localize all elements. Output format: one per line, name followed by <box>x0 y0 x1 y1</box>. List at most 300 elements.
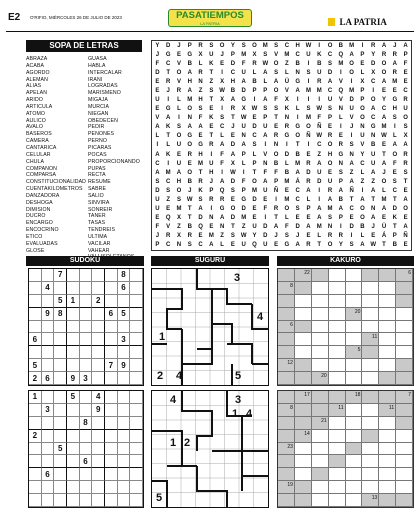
kakuro-cell[interactable] <box>379 346 396 359</box>
sudoku-cell[interactable] <box>118 455 131 468</box>
soup-letter[interactable]: M <box>338 60 344 67</box>
kakuro-cell[interactable] <box>346 282 363 295</box>
kakuro-cell[interactable] <box>312 455 329 468</box>
soup-letter[interactable]: W <box>316 106 323 113</box>
soup-letter[interactable]: J <box>274 233 278 240</box>
soup-letter[interactable]: L <box>295 106 300 113</box>
soup-letter[interactable]: U <box>327 97 333 104</box>
sudoku-cell[interactable] <box>42 391 55 404</box>
sudoku-cell[interactable] <box>67 455 80 468</box>
kakuro-cell[interactable] <box>396 346 413 359</box>
kakuro-cell[interactable] <box>346 321 363 334</box>
soup-letter[interactable]: I <box>167 97 170 104</box>
sudoku-cell[interactable]: 1 <box>29 391 42 404</box>
soup-letter[interactable]: P <box>338 178 343 185</box>
soup-letter[interactable]: L <box>166 142 171 149</box>
kakuro-cell[interactable] <box>329 346 346 359</box>
sudoku-cell[interactable] <box>54 481 67 494</box>
soup-letter[interactable]: C <box>403 87 408 94</box>
soup-letter[interactable]: O <box>327 142 333 149</box>
soup-letter[interactable]: X <box>220 78 225 85</box>
soup-letter[interactable]: A <box>371 169 376 176</box>
soup-letter[interactable]: A <box>403 197 408 204</box>
sudoku-cell[interactable] <box>80 359 93 372</box>
sudoku-cell[interactable] <box>118 468 131 481</box>
soup-letter[interactable]: E <box>306 215 311 222</box>
kakuro-clue-cell[interactable] <box>295 391 312 404</box>
soup-letter[interactable]: J <box>166 87 170 94</box>
sudoku-cell[interactable] <box>80 404 93 417</box>
soup-letter[interactable]: T <box>187 215 192 222</box>
soup-letter[interactable]: O <box>176 133 182 140</box>
soup-letter[interactable]: A <box>230 151 236 158</box>
soup-letter[interactable]: B <box>284 169 290 176</box>
kakuro-clue-cell[interactable] <box>295 417 312 430</box>
soup-letter[interactable]: C <box>327 87 333 94</box>
sudoku-cell[interactable] <box>42 333 55 346</box>
soup-letter[interactable]: E <box>230 197 235 204</box>
soup-letter[interactable]: W <box>251 106 258 113</box>
soup-letter[interactable]: A <box>306 224 311 231</box>
soup-letter[interactable]: R <box>166 78 171 85</box>
sudoku-cell[interactable] <box>130 455 143 468</box>
soup-letter[interactable]: D <box>317 178 322 185</box>
soup-letter[interactable]: E <box>209 124 214 131</box>
sudoku-cell[interactable] <box>67 443 80 456</box>
soup-letter[interactable]: J <box>231 124 235 131</box>
soup-letter[interactable]: M <box>284 197 290 204</box>
soup-letter[interactable]: W <box>240 115 247 122</box>
sudoku-cell[interactable] <box>54 321 67 334</box>
soup-letter[interactable]: J <box>220 51 224 58</box>
soup-letter[interactable]: U <box>241 124 246 131</box>
sudoku-cell[interactable] <box>67 359 80 372</box>
kakuro-clue-cell[interactable] <box>396 404 413 417</box>
kakuro-cell[interactable] <box>295 455 312 468</box>
soup-letter[interactable]: R <box>392 51 397 58</box>
sudoku-cell[interactable]: 3 <box>42 404 55 417</box>
soup-letter[interactable]: I <box>286 142 288 149</box>
kakuro-cell[interactable] <box>312 346 329 359</box>
sudoku-cell[interactable] <box>54 468 67 481</box>
soup-letter[interactable]: N <box>338 106 344 113</box>
sudoku-cell[interactable] <box>80 333 93 346</box>
soup-letter[interactable]: A <box>338 187 344 194</box>
soup-letter[interactable]: O <box>360 115 365 122</box>
soup-letter[interactable]: X <box>176 215 181 222</box>
soup-letter[interactable]: L <box>263 78 268 85</box>
suguru-grid-1[interactable] <box>151 268 269 386</box>
soup-letter[interactable]: O <box>349 69 354 76</box>
sudoku-cell[interactable] <box>105 346 118 359</box>
soup-letter[interactable]: O <box>295 133 301 140</box>
kakuro-cell[interactable] <box>346 468 363 481</box>
soup-letter[interactable]: C <box>166 178 171 185</box>
soup-letter[interactable]: A <box>392 60 397 67</box>
soup-letter[interactable]: B <box>273 160 279 167</box>
kakuro-clue-cell[interactable] <box>312 468 329 481</box>
soup-letter[interactable]: A <box>306 187 311 194</box>
kakuro-clue-cell[interactable] <box>362 333 379 346</box>
kakuro-clue-cell[interactable] <box>329 455 346 468</box>
kakuro-cell[interactable] <box>312 333 329 346</box>
soup-letter[interactable]: A <box>263 178 268 185</box>
soup-letter[interactable]: A <box>403 42 408 49</box>
soup-letter[interactable]: N <box>187 115 192 122</box>
kakuro-clue-cell[interactable] <box>278 359 295 372</box>
soup-letter[interactable]: S <box>198 197 203 204</box>
kakuro-cell[interactable] <box>346 404 363 417</box>
kakuro-cell[interactable] <box>329 308 346 321</box>
kakuro-cell[interactable] <box>329 481 346 494</box>
sudoku-cell[interactable] <box>54 494 67 507</box>
sudoku-cell[interactable] <box>42 430 55 443</box>
sudoku-cell[interactable] <box>80 391 93 404</box>
kakuro-clue-cell[interactable] <box>295 321 312 334</box>
soup-letter[interactable]: Y <box>371 51 376 58</box>
soup-letter[interactable]: B <box>252 78 257 85</box>
soup-letter[interactable]: R <box>187 233 192 240</box>
soup-letter[interactable]: P <box>338 215 343 222</box>
sudoku-cell[interactable] <box>29 455 42 468</box>
kakuro-cell[interactable] <box>346 359 363 372</box>
soup-letter[interactable]: R <box>338 142 344 149</box>
soup-letter[interactable]: V <box>338 78 343 85</box>
soup-letter[interactable]: S <box>252 142 257 149</box>
soup-letter[interactable]: B <box>187 178 192 185</box>
soup-letter[interactable]: G <box>295 124 301 131</box>
soup-letter[interactable]: N <box>241 133 246 140</box>
sudoku-cell[interactable] <box>42 346 55 359</box>
soup-letter[interactable]: N <box>176 242 182 249</box>
soup-letter[interactable]: O <box>360 106 365 113</box>
sudoku-cell[interactable] <box>67 404 80 417</box>
soup-letter[interactable]: D <box>230 60 236 67</box>
soup-letter[interactable]: D <box>230 178 236 185</box>
soup-letter[interactable]: P <box>274 178 279 185</box>
soup-letter[interactable]: M <box>305 87 311 94</box>
kakuro-cell[interactable] <box>312 494 329 507</box>
soup-letter[interactable]: M <box>208 233 214 240</box>
kakuro-clue-cell[interactable] <box>278 481 295 494</box>
sudoku-cell[interactable] <box>29 494 42 507</box>
soup-letter[interactable]: H <box>187 78 192 85</box>
soup-letter[interactable]: A <box>338 206 344 213</box>
soup-letter[interactable]: C <box>295 187 300 194</box>
kakuro-cell[interactable] <box>379 430 396 443</box>
sudoku-cell[interactable] <box>105 282 118 295</box>
soup-letter[interactable]: O <box>403 115 408 122</box>
sudoku-cell[interactable] <box>29 346 42 359</box>
soup-letter[interactable]: P <box>187 42 192 49</box>
soup-letter[interactable]: F <box>155 60 160 67</box>
sudoku-cell[interactable] <box>29 404 42 417</box>
sudoku-cell[interactable]: 9 <box>67 372 80 385</box>
kakuro-clue-cell[interactable] <box>329 404 346 417</box>
sudoku-cell[interactable] <box>67 333 80 346</box>
soup-letter[interactable]: A <box>263 97 268 104</box>
soup-letter[interactable]: A <box>155 151 160 158</box>
sudoku-cell[interactable]: 9 <box>42 308 55 321</box>
kakuro-cell[interactable] <box>362 417 379 430</box>
kakuro-clue-cell[interactable] <box>396 372 413 385</box>
soup-letter[interactable]: I <box>307 97 310 104</box>
kakuro-clue-cell[interactable] <box>295 494 312 507</box>
soup-letter[interactable]: I <box>318 42 321 49</box>
kakuro-cell[interactable] <box>329 430 346 443</box>
soup-letter[interactable]: S <box>176 197 181 204</box>
soup-letter[interactable]: T <box>317 242 322 249</box>
sudoku-cell[interactable]: 4 <box>92 391 105 404</box>
soup-letter[interactable]: P <box>263 115 268 122</box>
kakuro-cell[interactable] <box>379 443 396 456</box>
soup-letter[interactable]: E <box>284 187 289 194</box>
sudoku-cell[interactable] <box>42 295 55 308</box>
kakuro-clue-cell[interactable] <box>295 359 312 372</box>
soup-letter[interactable]: A <box>360 242 365 249</box>
soup-letter[interactable]: E <box>403 78 408 85</box>
soup-letter[interactable]: U <box>176 160 182 167</box>
soup-letter[interactable]: O <box>187 106 193 113</box>
soup-letter[interactable]: S <box>209 42 214 49</box>
soup-letter[interactable]: A <box>360 197 365 204</box>
soup-letter[interactable]: M <box>241 215 247 222</box>
soup-letter[interactable]: O <box>252 42 257 49</box>
sudoku-cell[interactable] <box>105 455 118 468</box>
soup-letter[interactable]: L <box>252 69 257 76</box>
soup-letter[interactable]: U <box>306 51 311 58</box>
soup-letter[interactable]: E <box>166 206 171 213</box>
soup-letter[interactable]: W <box>219 87 225 94</box>
soup-letter[interactable]: D <box>166 42 171 49</box>
soup-letter[interactable]: A <box>198 206 203 213</box>
sudoku-cell[interactable] <box>29 468 42 481</box>
sudoku-cell[interactable]: 2 <box>92 295 105 308</box>
soup-letter[interactable]: C <box>230 69 236 76</box>
kakuro-clue-cell[interactable] <box>278 321 295 334</box>
kakuro-clue-cell[interactable] <box>346 308 363 321</box>
sudoku-cell[interactable] <box>105 372 118 385</box>
soup-letter[interactable]: N <box>371 133 376 140</box>
soup-letter[interactable]: S <box>241 42 246 49</box>
soup-letter[interactable]: I <box>253 97 256 104</box>
kakuro-cell[interactable] <box>295 443 312 456</box>
soup-letter[interactable]: Z <box>198 87 203 94</box>
soup-letter[interactable]: E <box>176 151 181 158</box>
sudoku-cell[interactable] <box>80 321 93 334</box>
sudoku-cell[interactable] <box>105 430 118 443</box>
soup-letter[interactable]: R <box>306 160 311 167</box>
kakuro-clue-cell[interactable] <box>278 391 295 404</box>
kakuro-cell[interactable] <box>379 359 396 372</box>
soup-letter[interactable]: A <box>317 160 322 167</box>
soup-letter[interactable]: X <box>220 97 225 104</box>
soup-letter[interactable]: G <box>219 206 225 213</box>
soup-letter[interactable]: T <box>349 197 354 204</box>
soup-letter[interactable]: Y <box>338 242 343 249</box>
soup-letter[interactable]: Ü <box>284 78 290 85</box>
soup-letter[interactable]: U <box>263 242 268 249</box>
sudoku-cell[interactable] <box>118 372 131 385</box>
soup-letter[interactable]: S <box>187 242 192 249</box>
sudoku-cell[interactable] <box>118 481 131 494</box>
soup-letter[interactable]: U <box>360 133 365 140</box>
soup-letter[interactable]: Q <box>165 215 171 222</box>
soup-letter[interactable]: I <box>393 124 396 131</box>
sudoku-cell[interactable] <box>29 321 42 334</box>
soup-letter[interactable]: O <box>273 87 279 94</box>
kakuro-cell[interactable] <box>362 481 379 494</box>
soup-letter[interactable]: E <box>263 197 268 204</box>
sudoku-cell[interactable] <box>130 430 143 443</box>
soup-letter[interactable]: O <box>349 60 354 67</box>
soup-letter[interactable]: C <box>295 197 300 204</box>
soup-letter[interactable]: E <box>274 124 279 131</box>
kakuro-cell[interactable] <box>329 443 346 456</box>
soup-letter[interactable]: A <box>176 169 182 176</box>
kakuro-cell[interactable] <box>379 282 396 295</box>
soup-letter[interactable]: Q <box>198 224 203 231</box>
soup-letter[interactable]: O <box>273 151 279 158</box>
soup-letter[interactable]: A <box>381 78 387 85</box>
soup-letter[interactable]: H <box>198 97 203 104</box>
soup-letter[interactable]: I <box>350 133 353 140</box>
soup-letter[interactable]: E <box>403 215 408 222</box>
soup-letter[interactable]: A <box>155 124 160 131</box>
soup-letter[interactable]: C <box>349 206 354 213</box>
sudoku-cell[interactable]: 6 <box>118 282 131 295</box>
kakuro-cell[interactable] <box>312 321 329 334</box>
soup-letter[interactable]: Á <box>295 178 300 185</box>
sudoku-cell[interactable]: 6 <box>80 455 93 468</box>
soup-letter[interactable]: Z <box>349 169 354 176</box>
kakuro-clue-cell[interactable] <box>278 282 295 295</box>
soup-letter[interactable]: X <box>371 69 376 76</box>
kakuro-cell[interactable] <box>346 430 363 443</box>
soup-letter[interactable]: Q <box>338 87 344 94</box>
sudoku-cell[interactable] <box>54 333 67 346</box>
sudoku-cell[interactable] <box>67 282 80 295</box>
soup-letter[interactable]: E <box>198 133 203 140</box>
soup-letter[interactable]: E <box>382 142 387 149</box>
sudoku-cell[interactable] <box>54 359 67 372</box>
soup-letter[interactable]: T <box>382 151 386 158</box>
soup-letter[interactable]: Y <box>230 42 235 49</box>
kakuro-clue-cell[interactable] <box>278 269 295 282</box>
soup-letter[interactable]: K <box>284 106 290 113</box>
soup-letter[interactable]: O <box>392 151 398 158</box>
soup-letter[interactable]: T <box>371 197 376 204</box>
soup-letter[interactable]: N <box>219 224 225 231</box>
kakuro-cell[interactable] <box>346 372 363 385</box>
soup-letter[interactable]: M <box>165 169 171 176</box>
soup-letter[interactable]: B <box>187 224 192 231</box>
kakuro-clue-cell[interactable] <box>295 282 312 295</box>
soup-letter[interactable]: S <box>284 233 289 240</box>
kakuro-clue-cell[interactable] <box>295 430 312 443</box>
soup-letter[interactable]: S <box>306 69 311 76</box>
kakuro-grid-1[interactable] <box>277 268 414 386</box>
sudoku-cell[interactable] <box>54 391 67 404</box>
soup-letter[interactable]: D <box>155 187 160 194</box>
sudoku-cell[interactable] <box>80 468 93 481</box>
soup-letter[interactable]: M <box>198 160 204 167</box>
soup-letter[interactable]: R <box>209 197 214 204</box>
soup-letter[interactable]: O <box>327 160 333 167</box>
kakuro-cell[interactable] <box>346 494 363 507</box>
sudoku-cell[interactable] <box>42 481 55 494</box>
soup-letter[interactable]: G <box>338 151 344 158</box>
kakuro-clue-cell[interactable] <box>295 404 312 417</box>
soup-letter[interactable]: E <box>155 78 160 85</box>
soup-letter[interactable]: I <box>361 42 364 49</box>
soup-letter[interactable]: A <box>403 224 408 231</box>
sudoku-cell[interactable] <box>118 443 131 456</box>
soup-letter[interactable]: E <box>252 115 257 122</box>
sudoku-cell[interactable] <box>54 417 67 430</box>
soup-letter[interactable]: C <box>295 51 300 58</box>
sudoku-cell[interactable] <box>29 481 42 494</box>
kakuro-clue-cell[interactable] <box>278 494 295 507</box>
soup-letter[interactable]: F <box>198 115 203 122</box>
soup-letter[interactable]: I <box>307 142 310 149</box>
soup-letter[interactable]: C <box>371 78 376 85</box>
kakuro-cell[interactable] <box>396 308 413 321</box>
soup-letter[interactable]: J <box>155 51 160 58</box>
sudoku-cell[interactable] <box>105 468 118 481</box>
sudoku-cell[interactable]: 5 <box>54 295 67 308</box>
soup-letter[interactable]: A <box>263 69 268 76</box>
kakuro-cell[interactable] <box>362 404 379 417</box>
soup-letter[interactable]: L <box>285 69 289 76</box>
sudoku-cell[interactable]: 4 <box>42 282 55 295</box>
soup-letter[interactable]: L <box>198 60 203 67</box>
soup-letter[interactable]: A <box>263 133 268 140</box>
sudoku-cell[interactable] <box>92 494 105 507</box>
soup-letter[interactable]: E <box>328 169 333 176</box>
soup-letter[interactable]: M <box>295 160 301 167</box>
soup-letter[interactable]: X <box>403 133 408 140</box>
soup-letter[interactable]: A <box>381 115 387 122</box>
kakuro-clue-cell[interactable] <box>396 494 413 507</box>
kakuro-clue-cell[interactable] <box>278 417 295 430</box>
soup-letter[interactable]: Y <box>155 42 160 49</box>
soup-letter[interactable]: A <box>381 206 387 213</box>
letter-soup-grid[interactable] <box>151 40 412 251</box>
kakuro-clue-cell[interactable] <box>312 269 329 282</box>
soup-letter[interactable]: E <box>230 242 235 249</box>
soup-letter[interactable]: R <box>209 142 214 149</box>
sudoku-cell[interactable]: 7 <box>54 269 67 282</box>
soup-letter[interactable]: P <box>209 187 214 194</box>
soup-letter[interactable]: E <box>155 215 160 222</box>
soup-letter[interactable]: U <box>317 169 322 176</box>
soup-letter[interactable]: C <box>392 187 397 194</box>
soup-letter[interactable]: E <box>209 224 214 231</box>
soup-letter[interactable]: W <box>186 197 193 204</box>
soup-letter[interactable]: U <box>155 206 160 213</box>
kakuro-clue-cell[interactable] <box>346 391 363 404</box>
soup-letter[interactable]: M <box>305 115 311 122</box>
sudoku-cell[interactable] <box>130 346 143 359</box>
soup-letter[interactable]: D <box>349 97 354 104</box>
soup-letter[interactable]: R <box>403 97 408 104</box>
soup-letter[interactable]: G <box>241 97 247 104</box>
sudoku-cell[interactable] <box>80 346 93 359</box>
soup-letter[interactable]: P <box>360 51 365 58</box>
soup-letter[interactable]: W <box>316 133 323 140</box>
soup-letter[interactable]: F <box>241 60 246 67</box>
